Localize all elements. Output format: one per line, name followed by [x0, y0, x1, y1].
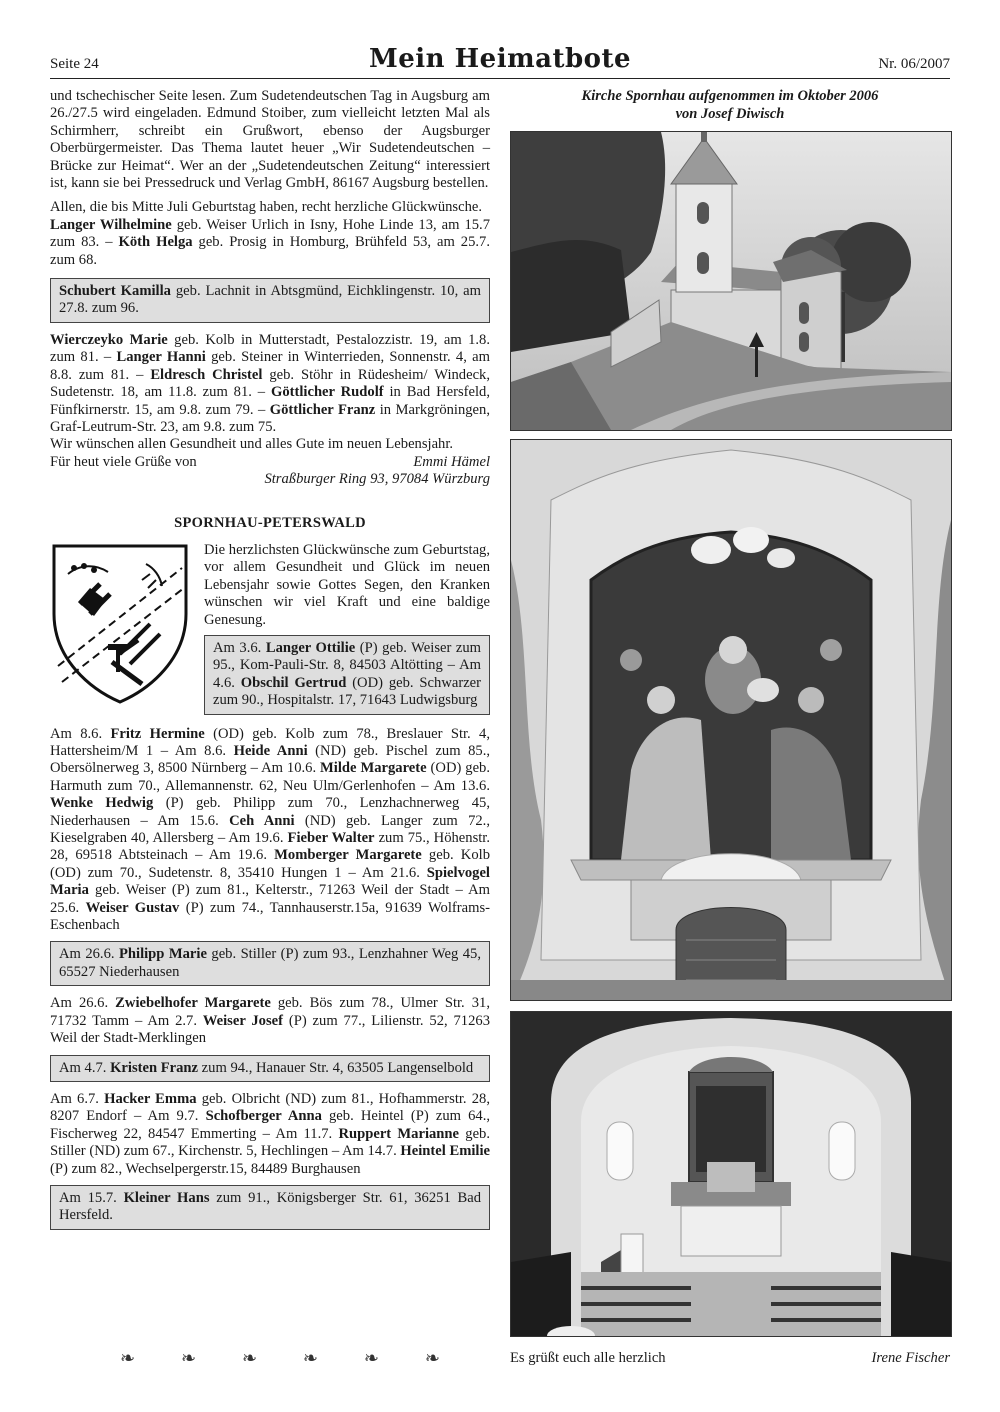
person-details: geb. Lachnit in Abtsgmünd, Eichklingenstr. 10, am 27.8. zum 96.	[59, 283, 481, 317]
person-name: Hacker Emma	[104, 1090, 197, 1107]
photo-caption	[510, 88, 950, 123]
page-header	[50, 44, 950, 78]
person-details: geb. Olbricht (ND) zum 81., Hofhammerstr. 28, 8207 Endorf – Am 9.7.	[50, 1090, 490, 1125]
person-details: (ND) geb. Langer zum 72., Kieselgraben 40, Allersberg – Am 19.6.	[50, 812, 490, 847]
section-intro-wrap	[204, 542, 490, 724]
person-name: Heintel Emilie	[400, 1143, 490, 1160]
person-details: (P) zum 74., Tannhauserstr.15a, 91639 Wolframs-Eschenbach	[50, 899, 490, 934]
date-text: Am 8.6.	[50, 725, 111, 742]
birthday-list	[50, 726, 490, 935]
birthday-list	[50, 1091, 490, 1178]
person-details: geb. Weiser Urlich in Isny, Hohe Linde 13, am 15.7 zum 83. –	[50, 216, 490, 251]
fleuron-icon: ❧	[363, 1348, 379, 1368]
person-details: geb. Kolb in Mutterstadt, Pestalozzistr. 19, am 1.8. zum 81. –	[50, 331, 490, 366]
highlight-box	[50, 278, 490, 323]
person-name: Weiser Gustav	[85, 899, 180, 916]
person-name: Kristen Franz	[110, 1059, 199, 1076]
person-details: (P) zum 82., Wechselpergerstr.15, 84489 Burghausen	[50, 1160, 361, 1177]
wish-text: Wir wünschen allen Gesundheit und alles Gute im neuen Lebensjahr.	[50, 436, 454, 453]
caption-line: Kirche Spornhau aufgenommen im Oktober 2006	[581, 88, 879, 104]
person-details: (OD) geb. Schwarzer zum 90., Hospitalstr. 17, 71643 Ludwigsburg	[213, 674, 482, 709]
person-name: Zwiebelhofer Margarete	[115, 995, 271, 1012]
person-details: in Markgröningen, Graf-Leutrum-Str. 23, am 9.8. zum 75.	[50, 401, 490, 435]
highlight-box	[50, 1185, 490, 1230]
date-text: Am 3.6.	[213, 639, 266, 656]
person-details: geb. Bös zum 78., Ulmer Str. 31, 71732 Tamm – Am 2.7.	[50, 995, 490, 1029]
person-details: (P) geb. Weiser zum 95., Kom-Pauli-Str. 8, 84503 Altötting – Am 4.6.	[213, 639, 482, 691]
fleuron-icon: ❧	[180, 1348, 197, 1368]
birthday-list	[50, 995, 490, 1047]
publication-title: Mein Heimatbote	[368, 44, 632, 74]
person-name: Fieber Walter	[287, 830, 375, 847]
fleuron-icon: ❧	[424, 1348, 440, 1368]
date-text: Am 26.6.	[50, 995, 116, 1012]
person-details: geb. Weiser (P) zum 81., Kelterstr., 71263 Weil der Stadt – Am 25.6.	[50, 882, 490, 916]
person-name: Ceh Anni	[229, 812, 295, 829]
greeting-text: Allen, die bis Mitte Juli Geburtstag haben, recht herzliche Glückwünsche.	[50, 199, 483, 216]
signature-address: Straßburger Ring 93, 97084 Würzburg	[264, 471, 490, 488]
left-column	[50, 88, 490, 1239]
person-name: Spielvogel Maria	[50, 864, 490, 899]
coat-of-arms-icon	[50, 544, 190, 704]
fleuron-icon: ❧	[302, 1348, 318, 1368]
person-name: Eldresch Christel	[150, 366, 263, 383]
person-name: Schubert Kamilla	[59, 283, 171, 300]
date-text: Am 15.7.	[59, 1189, 124, 1206]
header-rule	[50, 78, 950, 79]
person-details: (OD) geb. Harmuth zum 70., Allemannenstr. 62, Neu Ulm/Gerlenhofen – Am 13.6.	[50, 760, 490, 794]
person-name: Schofberger Anna	[205, 1108, 322, 1125]
signature-name: Emmi Hämel	[413, 453, 490, 470]
person-details: (P) geb. Philipp zum 70., Lenzhachnerweg 45, Niederhausen – Am 15.6.	[50, 795, 491, 829]
person-name: Fritz Hermine	[110, 725, 205, 742]
person-name: Wenke Hedwig	[50, 795, 154, 812]
person-details: zum 75., Höhenstr. 28, 69518 Abtsteinach – Am 19.6.	[50, 830, 490, 864]
person-name: Heide Anni	[233, 743, 308, 759]
highlight-box	[50, 941, 490, 986]
person-details: geb. Stöhr in Rüdesheim/ Windeck, Sudetenstr. 18, am 11.8. zum 81. –	[50, 366, 490, 401]
highlight-box	[50, 1055, 490, 1082]
signature-line	[50, 454, 490, 471]
birthday-list	[50, 332, 490, 454]
person-name: Göttlicher Rudolf	[270, 384, 384, 401]
page-number: Seite 24	[50, 56, 99, 72]
person-details: (ND) geb. Pischel zum 85., Obersölnerweg 3, 8500 Nürnberg – Am 10.6.	[50, 743, 490, 777]
intro-paragraph: und tschechischer Seite lesen. Zum Sudetendeutschen Tag in Augsburg am 26./27.5 wird eingeladen. Edmund Stoiber, zum vielleicht letzten Mal als Schirmherr, schreibt ein Grußwort, ebenso der Augsburger Oberbürgermeister. Das Thema lautet heuer „Wir Sudetendeutschen – Brücke zur Heimat“. Wer an der „Sudetendeutschen Zeitung“ interessiert ist, kann sie bei Pressedruck und Verlag GmbH, 86167 Augsburg bestellen.	[50, 88, 490, 192]
closing-line	[510, 1350, 950, 1367]
person-name: Philipp Marie	[118, 946, 207, 963]
person-name: Obschil Gertrud	[240, 674, 347, 691]
person-name: Momberger Margarete	[274, 847, 422, 864]
person-name: Milde Margarete	[320, 760, 427, 777]
greeting-paragraph	[50, 199, 490, 269]
person-details: geb. Heintel (P) zum 64., Fischerweg 22, 84547 Emmerting – Am 11.7.	[50, 1108, 490, 1142]
signature-greeting: Für heut viele Grüße von	[50, 453, 197, 470]
fleuron-icon: ❧	[120, 1348, 136, 1368]
date-text: Am 4.7.	[59, 1059, 111, 1076]
closing-greeting: Es grüßt euch alle herzlich	[510, 1350, 666, 1366]
section-intro-block	[50, 542, 490, 724]
person-name: Weiser Josef	[202, 1012, 283, 1029]
person-name: Langer Hanni	[116, 349, 206, 366]
person-details: geb. Stiller (ND) zum 67., Kirchenstr. 5, Hechlingen – Am 14.7.	[50, 1125, 491, 1160]
date-text: Am 26.6.	[59, 946, 119, 963]
person-details: zum 91., Königsberger Str. 61, 36251 Bad Hersfeld.	[59, 1189, 481, 1224]
highlight-box	[204, 635, 490, 715]
person-name: Wierczeyko Marie	[50, 331, 168, 348]
person-name: Köth Helga	[118, 234, 193, 251]
person-details: in Bad Hersfeld, Fünfkirnerstr. 15, am 9.8. zum 79. –	[50, 384, 490, 418]
person-name: Ruppert Marianne	[338, 1125, 460, 1142]
section-intro: Die herzlichsten Glückwünsche zum Geburtstag, vor allem Gesundheit und Glück im neuen Lebensjahr sowie Gottes Segen, den Kranken wünschen wir viel Kraft und eine baldige Genesung.	[204, 541, 490, 628]
altar-painting-photo	[510, 439, 952, 1001]
caption-line: von Josef Diwisch	[675, 105, 785, 122]
person-details: geb. Kolb (OD) zum 70., Sudetenstr. 8, 35410 Hungen 1 – Am 21.6.	[50, 847, 490, 881]
person-details: geb. Stiller (P) zum 93., Lenzhahner Weg 45, 65527 Niederhausen	[59, 946, 482, 980]
issue-number: Nr. 06/2007	[878, 56, 950, 72]
person-details: (P) zum 77., Lilienstr. 52, 71263 Weil der Stadt-Merklingen	[50, 1012, 490, 1047]
closing-signature: Irene Fischer	[871, 1350, 950, 1366]
person-details: geb. Prosig in Homburg, Brühfeld 53, am 25.7. zum 68.	[50, 234, 490, 268]
person-details: geb. Steiner in Winterrieden, Sonnenstr. 4, am 8.8. zum 81. –	[50, 349, 490, 383]
person-name: Langer Wilhelmine	[50, 216, 172, 233]
person-name: Göttlicher Franz	[269, 401, 376, 418]
person-name: Langer Ottilie	[265, 639, 356, 656]
fleuron-icon: ❧	[241, 1348, 258, 1368]
church-interior-photo	[510, 1011, 952, 1337]
person-details: (OD) geb. Kolb zum 78., Breslauer Str. 4, Hattersheim/M 1 – Am 8.6.	[50, 725, 490, 759]
ornament-row	[120, 1348, 440, 1369]
person-name: Kleiner Hans	[123, 1189, 210, 1206]
church-exterior-photo	[510, 131, 952, 431]
section-title: SPORNHAU-PETERSWALD	[174, 514, 366, 531]
person-details: zum 94., Hanauer Str. 4, 63505 Langenselbold	[198, 1059, 474, 1076]
date-text: Am 6.7.	[50, 1090, 105, 1107]
right-column	[510, 88, 950, 1337]
